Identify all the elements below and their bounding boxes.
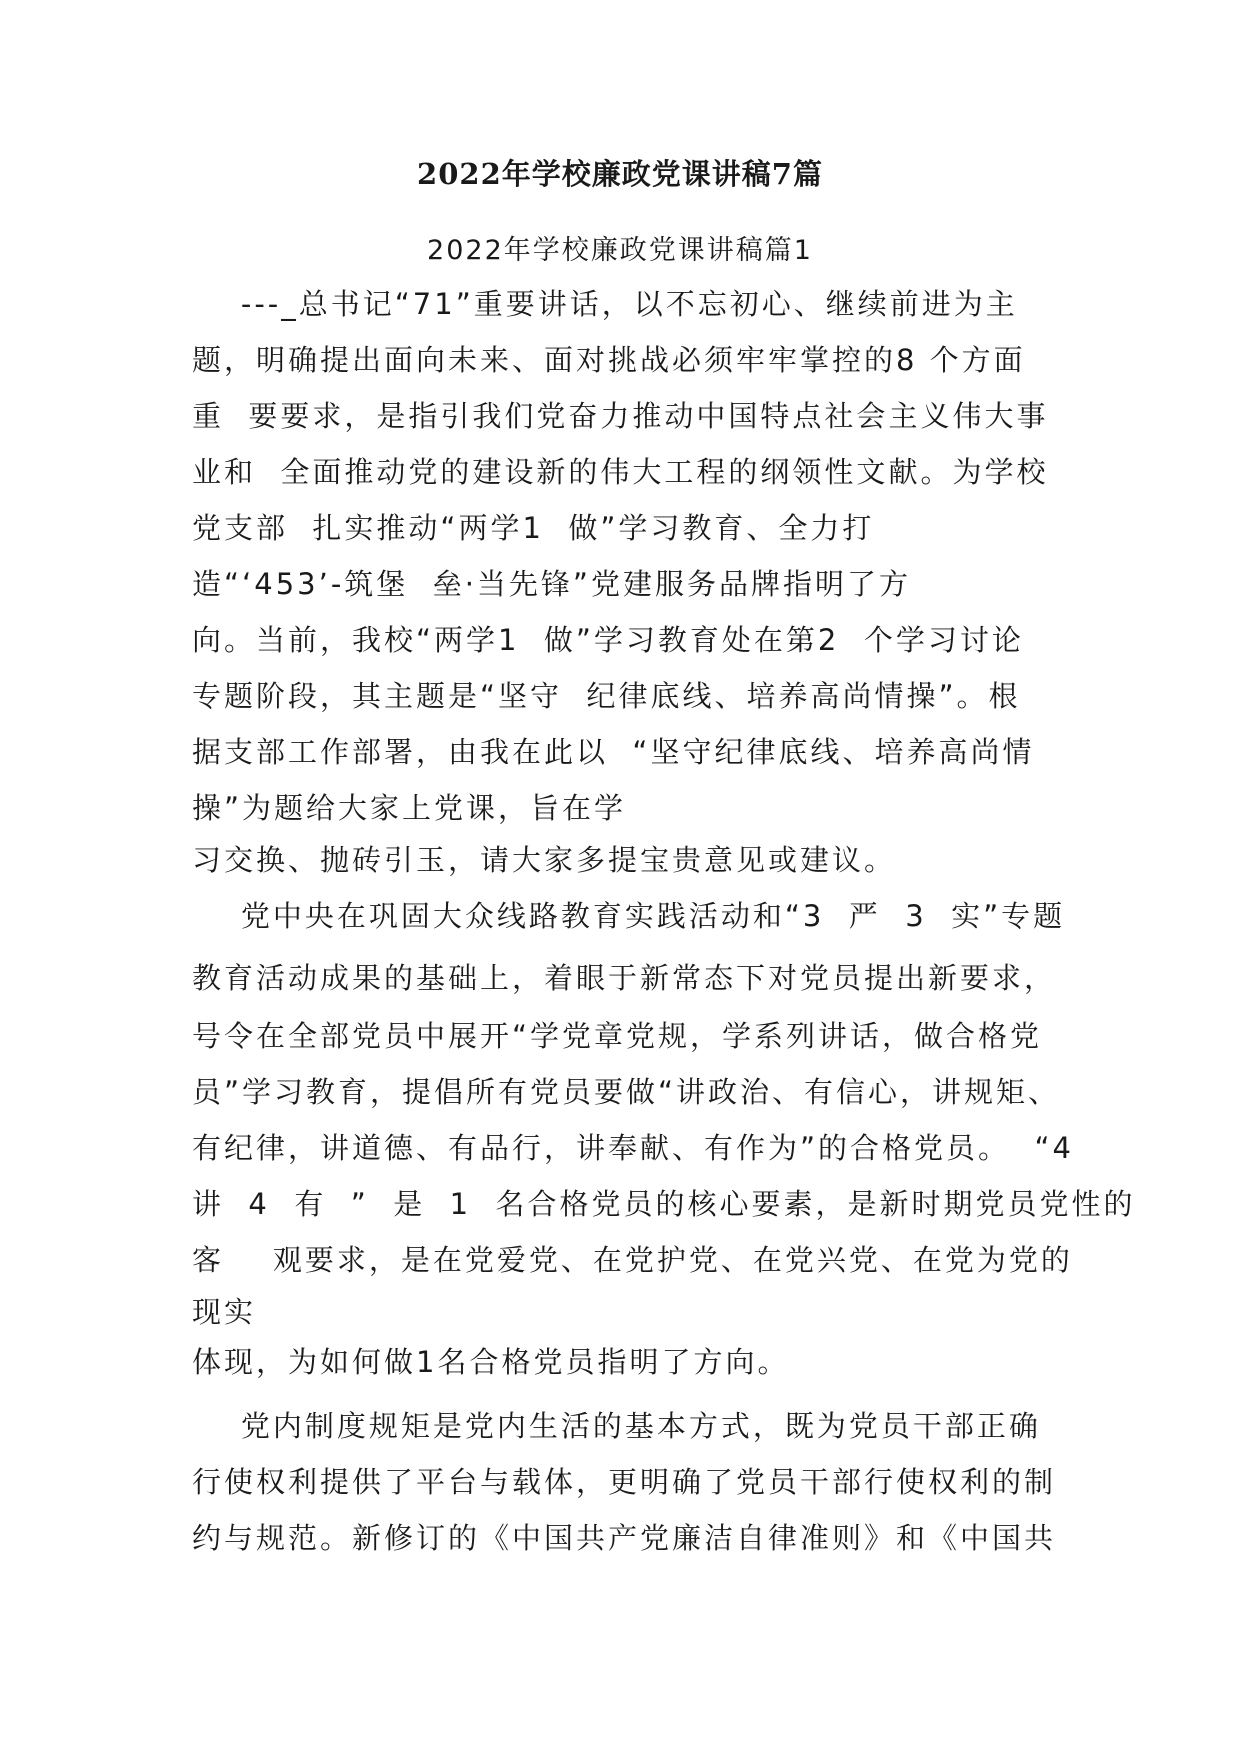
body-line: 党中央在巩固大众线路教育实践活动和“3 严 3 实”专题 xyxy=(192,899,1066,933)
body-line: 党支部 扎实推动“两学1 做”学习教育、全力打 xyxy=(192,511,875,545)
body-line: 员”学习教育，提倡所有党员要做“讲政治、有信心，讲规矩、 xyxy=(192,1075,1061,1109)
body-line: 现实 xyxy=(192,1295,257,1329)
body-line: 有纪律，讲道德、有品行，讲奉献、有作为”的合格党员。 “4 xyxy=(192,1131,1074,1165)
document-subtitle: 2022年学校廉政党课讲稿篇1 xyxy=(427,235,813,266)
body-line: 号令在全部党员中展开“学党章党规，学系列讲话，做合格党 xyxy=(192,1019,1043,1053)
body-line: 客 观要求，是在党爱党、在党护党、在党兴党、在党为党的 xyxy=(192,1243,1073,1277)
body-line: 业和 全面推动党的建设新的伟大工程的纲领性文献。为学校 xyxy=(192,455,1049,489)
body-line: 重 要要求，是指引我们党奋力推动中国特点社会主义伟大事 xyxy=(192,399,1049,433)
body-line: 体现，为如何做1名合格党员指明了方向。 xyxy=(192,1345,790,1379)
body-line: 习交换、抛砖引玉，请大家多提宝贵意见或建议。 xyxy=(192,843,897,877)
body-line: 党内制度规矩是党内生活的基本方式，既为党员干部正确 xyxy=(192,1409,1041,1443)
body-line: 据支部工作部署，由我在此以 “坚守纪律底线、培养高尚情 xyxy=(192,735,1035,769)
body-line: 向。当前，我校“两学1 做”学习教育处在第2 个学习讨论 xyxy=(192,623,1024,657)
body-line: 题，明确提出面向未来、面对挑战必须牢牢掌控的8 个方面 xyxy=(192,343,1026,377)
body-line: 专题阶段，其主题是“坚守 纪律底线、培养高尚情操”。根 xyxy=(192,679,1021,713)
body-line: 约与规范。新修订的《中国共产党廉洁自律准则》和《中国共 xyxy=(192,1521,1057,1555)
body-line: 讲 4 有 ” 是 1 名合格党员的核心要素，是新时期党员党性的 xyxy=(192,1187,1136,1221)
body-line: 行使权利提供了平台与载体，更明确了党员干部行使权利的制 xyxy=(192,1465,1057,1499)
body-line: 教育活动成果的基础上，着眼于新常态下对党员提出新要求， xyxy=(192,961,1057,995)
body-line: 操”为题给大家上党课，旨在学 xyxy=(192,791,627,825)
document-title: 2022年学校廉政党课讲稿7篇 xyxy=(417,157,823,191)
body-line: ---_总书记“71”重要讲话，以不忘初心、继续前进为主 xyxy=(192,287,1018,321)
body-line: 造“‘453’-筑堡 垒·当先锋”党建服务品牌指明了方 xyxy=(192,567,911,601)
